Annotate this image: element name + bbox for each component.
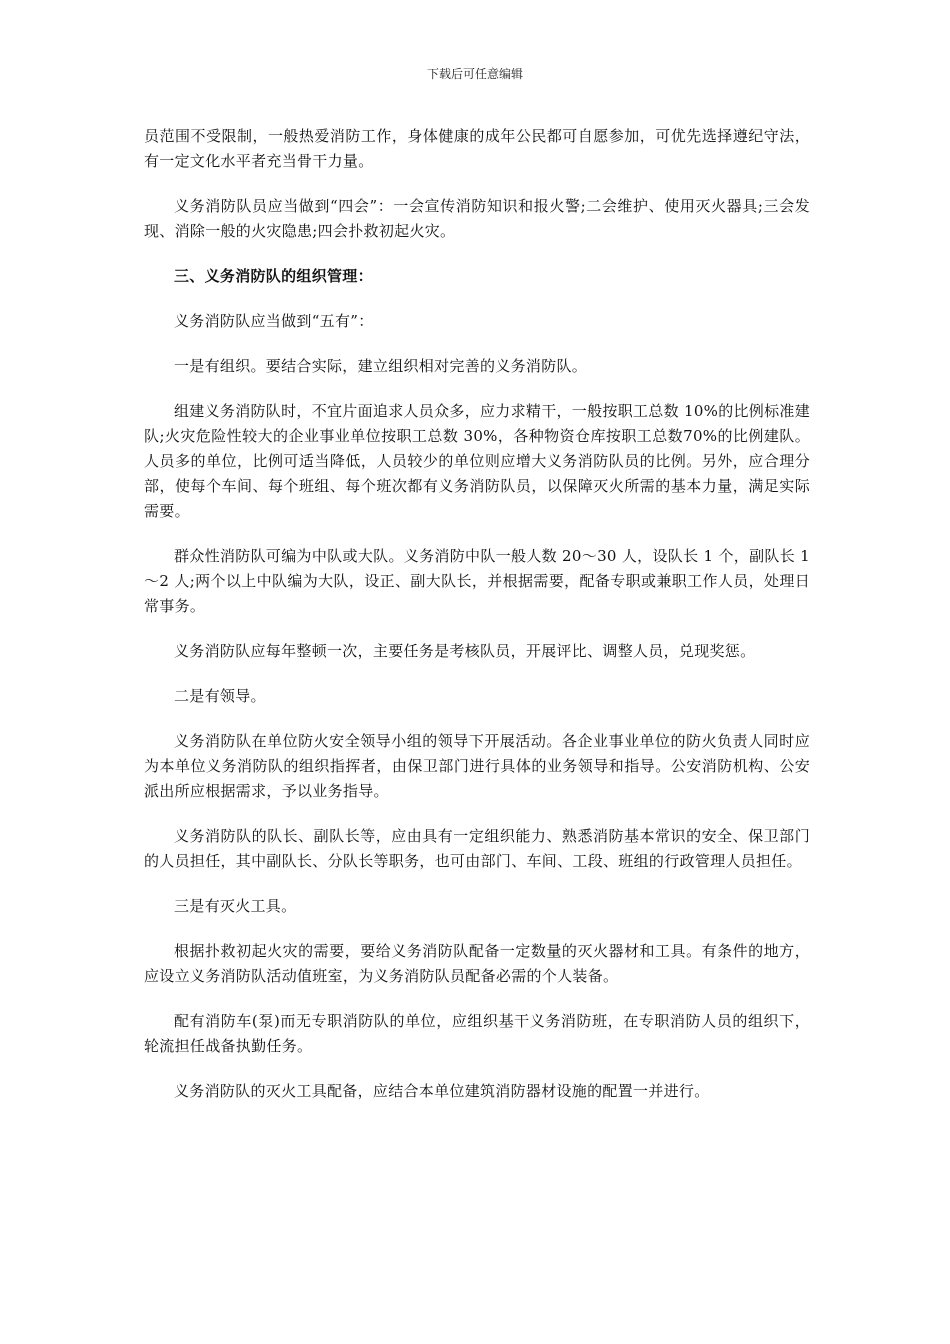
paragraph-leadership-detail: 义务消防队在单位防火安全领导小组的领导下开展活动。各企业事业单位的防火负责人同时应为本单位义务消防队的组织指挥者，由保卫部门进行具体的业务领导和指导。公安消防机构、公安派出所应根据需求，予以业务指导。: [144, 732, 810, 800]
paragraph-fire-truck: 配有消防车(泵)而无专职消防队的单位，应组织基干义务消防班，在专职消防人员的组织下，轮流担任战备执勤任务。: [144, 1012, 810, 1055]
paragraph-structure: 群众性消防队可编为中队或大队。义务消防中队一般人数 20～30 人，设队长 1 个，副队长 1～2 人;两个以上中队编为大队，设正、副大队长，并根据需要，配备专职或兼职工作人员，处理日常事务。: [144, 547, 810, 615]
section-heading: 三、义务消防队的组织管理：: [174, 267, 373, 285]
paragraph-leadership: 二是有领导。: [174, 687, 266, 705]
paragraph-annual-review: 义务消防队应每年整顿一次，主要任务是考核队员，开展评比、调整人员，兑现奖惩。: [174, 642, 756, 660]
document-body: [144, 124, 810, 1104]
paragraph-organization: 一是有组织。要结合实际，建立组织相对完善的义务消防队。: [174, 357, 588, 375]
page-header: 下载后可任意编辑: [426, 67, 523, 81]
paragraph-tools: 三是有灭火工具。: [174, 897, 297, 915]
paragraph-five-haves: 义务消防队应当做到“五有”：: [174, 312, 374, 330]
paragraph-four-skills: 义务消防队员应当做到“四会”：一会宣传消防知识和报火警;二会维护、使用灭火器具;三会发现、消除一般的火灾隐患;四会扑救初起火灾。: [144, 197, 810, 240]
paragraph-tools-detail: 根据扑救初起火灾的需要，要给义务消防队配备一定数量的灭火器材和工具。有条件的地方，应设立义务消防队活动值班室，为义务消防队员配备必需的个人装备。: [144, 942, 810, 985]
paragraph-captains: 义务消防队的队长、副队长等，应由具有一定组织能力、熟悉消防基本常识的安全、保卫部门的人员担任，其中副队长、分队长等职务，也可由部门、车间、工段、班组的行政管理人员担任。: [144, 827, 810, 870]
paragraph-equipment: 义务消防队的灭火工具配备，应结合本单位建筑消防器材设施的配置一并进行。: [174, 1082, 710, 1100]
paragraph-staffing: 组建义务消防队时，不宜片面追求人员众多，应力求精干，一般按职工总数 10%的比例标准建队;火灾危险性较大的企业事业单位按职工总数 30%，各种物资仓库按职工总数70%的比例建队。人员多的单位，比例可适当降低，人员较少的单位则应增大义务消防队员的比例。另外，应合理分部，使每个车间、每个班组、每个班次都有义务消防队员，以保障灭火所需的基本力量，满足实际需要。: [144, 402, 811, 520]
paragraph-1: 员范围不受限制，一般热爱消防工作，身体健康的成年公民都可自愿参加，可优先选择遵纪守法，有一定文化水平者充当骨干力量。: [144, 127, 810, 170]
